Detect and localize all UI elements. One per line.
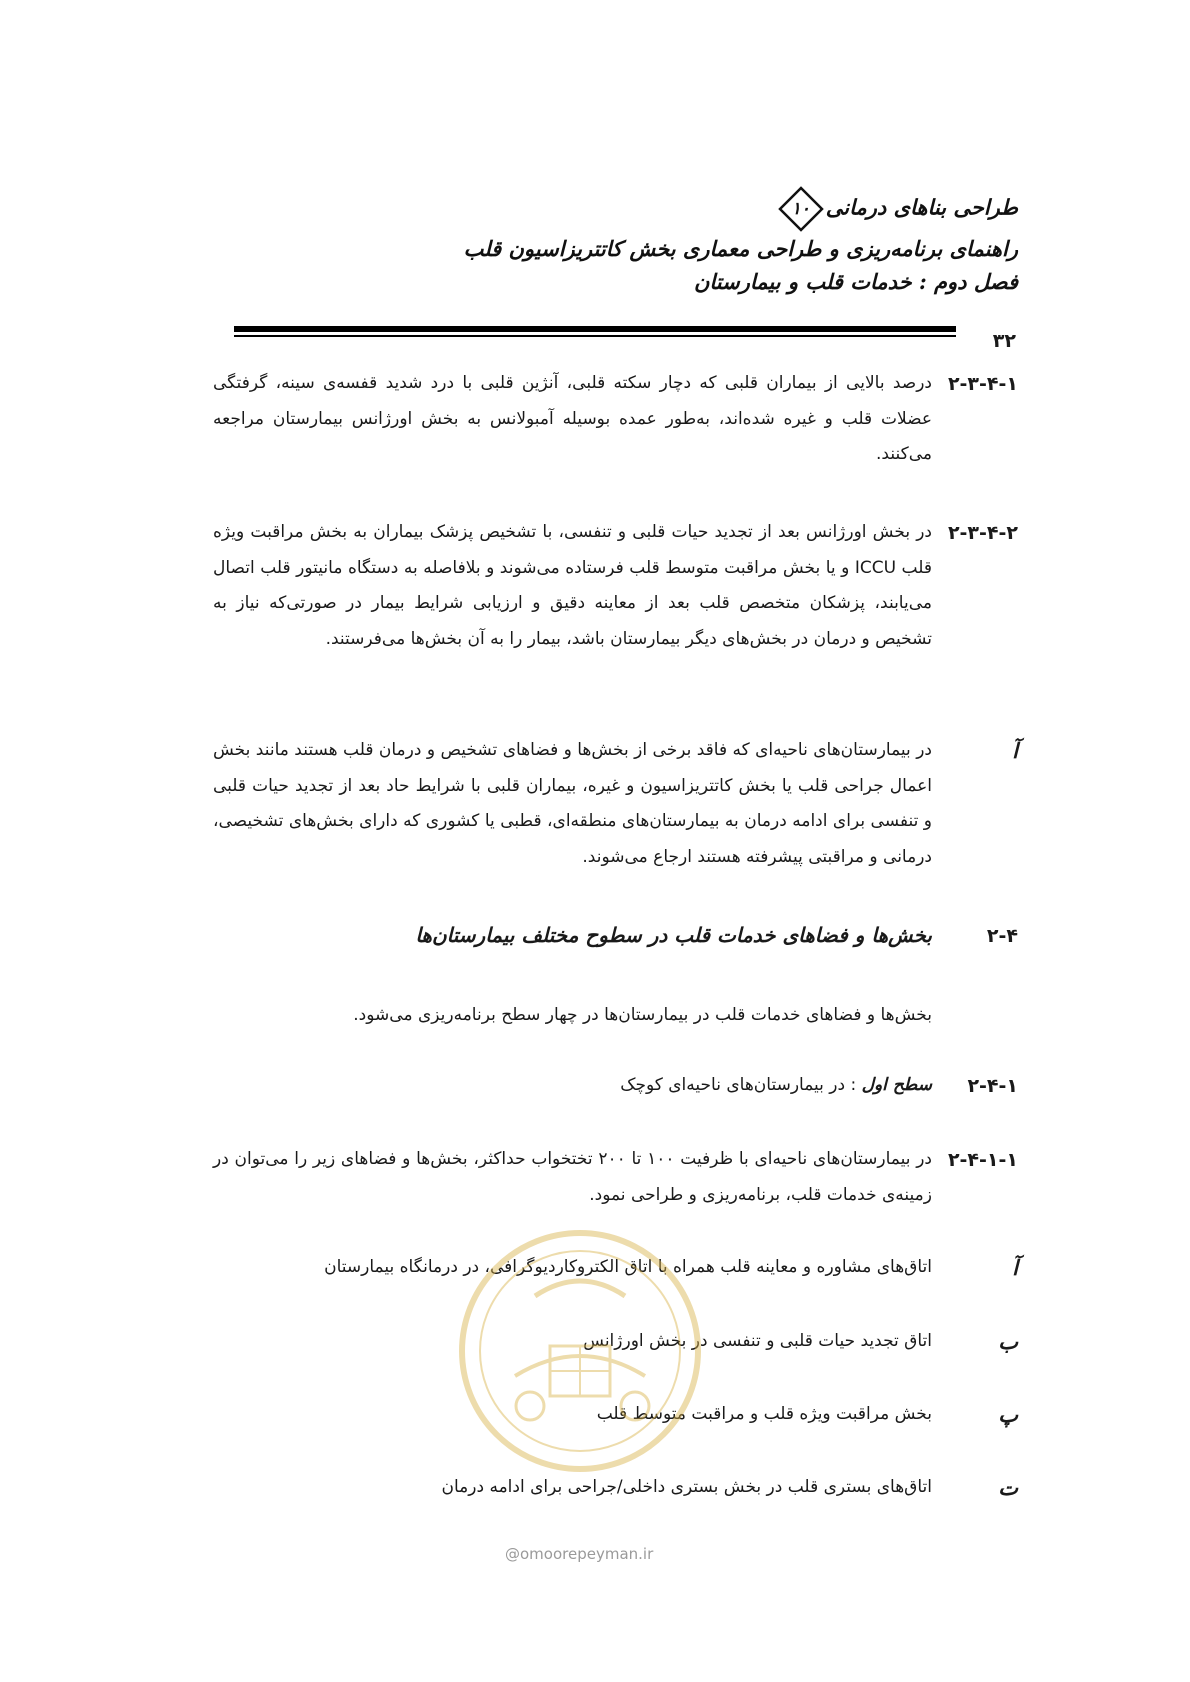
item-letter: پ xyxy=(998,1402,1018,1427)
watermark-url: @omoorepeyman.ir xyxy=(505,1545,654,1563)
series-title-line xyxy=(318,186,1018,232)
header-rule-thick xyxy=(234,326,956,332)
item-text: اتاق‌های مشاوره و معاینه قلب همراه با اتاق الکتروکاردیوگرافی، در درمانگاه بیمارستان xyxy=(324,1257,932,1277)
section-2-4-1-1 xyxy=(213,1142,1018,1213)
item-letter: آ xyxy=(1012,738,1018,763)
section-2-3-4-1 xyxy=(213,366,1018,473)
item-text: بخش مراقبت ویژه قلب و مراقبت متوسط قلب xyxy=(596,1404,932,1424)
section-text xyxy=(213,1068,932,1104)
book-title: راهنمای برنامه‌ریزی و طراحی معماری بخش کاتتریزاسیون قلب xyxy=(463,236,1018,261)
series-number: ۱۰ xyxy=(791,199,810,219)
item-letter: ت xyxy=(998,1475,1018,1500)
heading-text: بخش‌ها و فضاهای خدمات قلب در سطوح مختلف بیمارستان‌ها xyxy=(415,923,932,947)
level-description: : در بیمارستان‌های ناحیه‌ای کوچک xyxy=(620,1075,862,1095)
running-header xyxy=(318,186,1018,298)
series-number-badge xyxy=(778,186,824,232)
intro-paragraph xyxy=(213,998,1018,1034)
section-number: ۲-۳-۴-۲ xyxy=(947,522,1018,544)
section-text: درصد بالایی از بیماران قلبی که دچار سکته قلبی، آنژین قلبی با درد شدید قفسه‌ی سینه، گرفتگی عضلات قلب و غیره شده‌اند، به‌طور عمده بوسیله آمبولانس به بخش اورژانس بیمارستان مراجعه می‌کنند. xyxy=(213,373,932,464)
page-number: ۳۲ xyxy=(992,330,1016,352)
heading-number: ۲-۴ xyxy=(986,925,1018,947)
item-text: در بیمارستان‌های ناحیه‌ای که فاقد برخی از بخش‌ها و فضاهای تشخیص و درمان قلب هستند مانند بخش اعمال جراحی قلب یا بخش کاتتریزاسیون و غیره، بیماران قلبی با شرایط حاد بعد از تجدید حیات قلبی و تنفسی برای ادامه درمان به بیمارستان‌های منطقه‌ای، قطبی یا کشوری که دارای بخش‌های تشخیصی، درمانی و مراقبتی پیشرفته هستند ارجاع می‌شوند. xyxy=(213,740,932,867)
level-label: سطح اول xyxy=(861,1075,932,1095)
item-text: اتاق تجدید حیات قلبی و تنفسی در بخش اورژانس xyxy=(583,1331,932,1351)
watermark-seal-icon xyxy=(455,1226,705,1476)
section-2-3-4-2 xyxy=(213,515,1018,657)
item-letter: ب xyxy=(998,1329,1018,1354)
paragraph-text: بخش‌ها و فضاهای خدمات قلب در بیمارستان‌ها در چهار سطح برنامه‌ریزی می‌شود. xyxy=(353,1005,932,1025)
section-number: ۲-۴-۱-۱ xyxy=(947,1149,1018,1171)
section-number: ۲-۴-۱ xyxy=(967,1075,1018,1097)
section-heading-2-4 xyxy=(213,918,1018,954)
list-item-alef xyxy=(213,733,1018,875)
section-2-4-1 xyxy=(213,1068,1018,1104)
series-title: طراحی بناهای درمانی xyxy=(825,194,1018,220)
chapter-title: فصل دوم : خدمات قلب و بیمارستان xyxy=(693,269,1018,294)
section-text: در بیمارستان‌های ناحیه‌ای با ظرفیت ۱۰۰ تا ۲۰۰ تختخواب حداکثر، بخش‌ها و فضاهای زیر را می‌توان در زمینه‌ی خدمات قلب، برنامه‌ریزی و طراحی نمود. xyxy=(213,1149,932,1205)
header-rule-thin xyxy=(234,335,956,337)
item-letter: آ xyxy=(1012,1255,1018,1280)
item-text: اتاق‌های بستری قلب در بخش بستری داخلی/جراحی برای ادامه درمان xyxy=(441,1477,932,1497)
section-number: ۲-۳-۴-۱ xyxy=(947,373,1018,395)
section-text: در بخش اورژانس بعد از تجدید حیات قلبی و تنفسی، با تشخیص پزشک بیماران به بخش مراقبت ویژه قلب ICCU و یا بخش مراقبت متوسط قلب فرستاده می‌شوند و بلافاصله به دستگاه مانیتور قلب اتصال می‌یابند، پزشکان متخصص قلب بعد از معاینه دقیق و ارزیابی شرایط بیمار در صورتی‌که نیاز به تشخیص و درمان در بخش‌های دیگر بیمارستان باشد، بیمار را به آن بخش‌ها می‌فرستند. xyxy=(213,522,932,649)
